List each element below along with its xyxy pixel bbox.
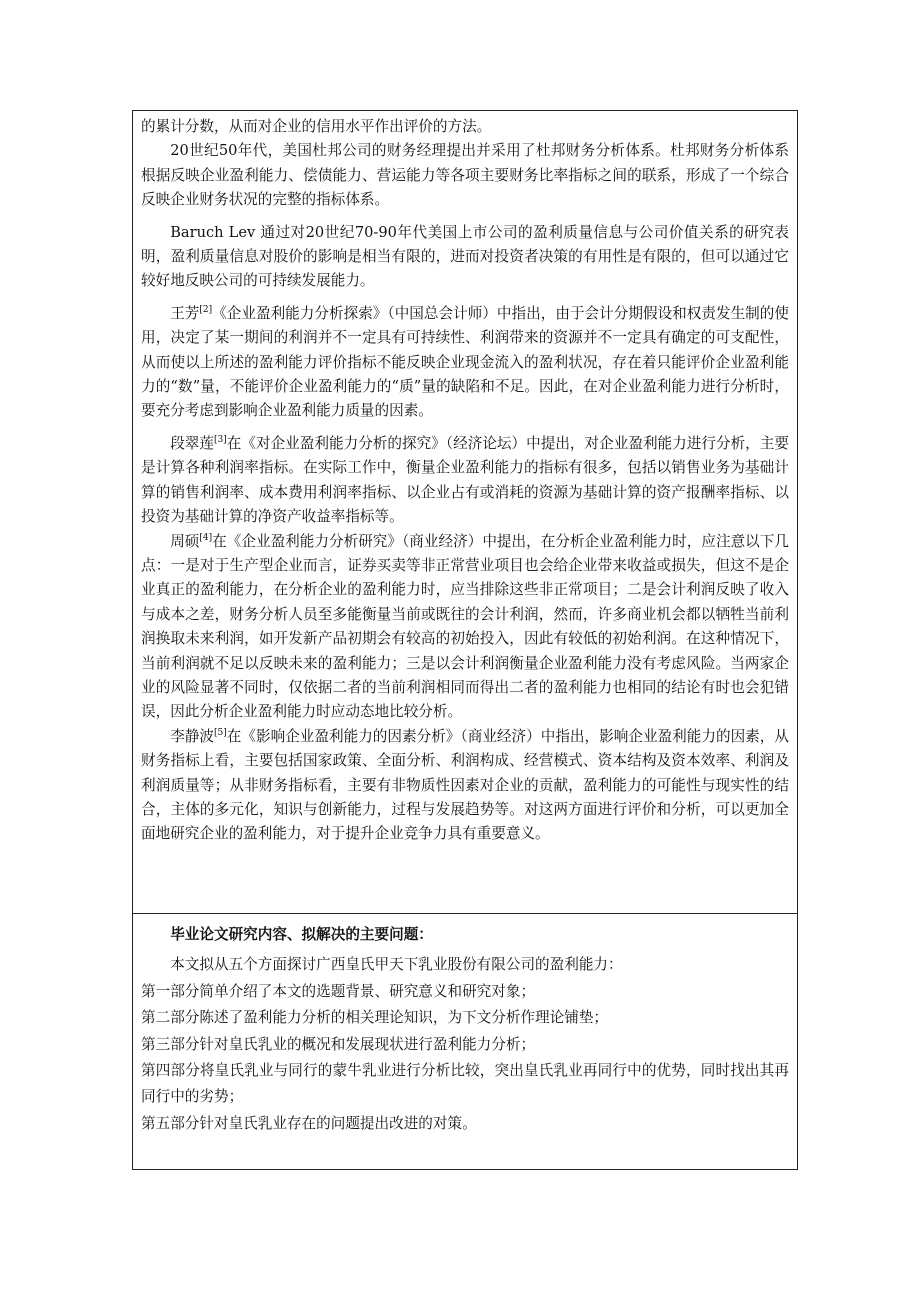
list-item: 第四部分将皇氏乳业与同行的蒙牛乳业进行分析比较，突出皇氏乳业再同行中的优势，同时找出其再同行中的劣势；: [141, 1062, 789, 1106]
paragraph-text: 在《影响企业盈利能力的因素分析》（商业经济）中指出，影响企业盈利能力的因素，从财务指标上看，主要包括国家政策、全面分析、利润构成、经营模式、资本结构及资本效率、利润及利润质量等；从非财务指标看，主要有非物质性因素对企业的贡献，盈利能力的可能性与现实性的结合，主体的多元化，知识与创新能力，过程与发展趋势等。对这两方面进行评价和分析，可以更加全面地研究企业的盈利能力，对于提升企业竞争力具有重要意义。: [141, 727, 789, 843]
citation-ref: [2]: [199, 304, 213, 315]
citation-ref: [4]: [199, 532, 213, 543]
list-item: 第三部分针对皇氏乳业的概况和发展现状进行盈利能力分析；: [141, 1035, 536, 1053]
paragraph-zhou-shuo: [141, 530, 789, 725]
research-content-cell: [133, 914, 797, 1169]
intro-paragraph: 本文拟从五个方面探讨广西皇氏甲天下乳业股份有限公司的盈利能力：: [170, 956, 623, 974]
paragraph-dupont: 20世纪50年代，美国杜邦公司的财务经理提出并采用了杜邦财务分析体系。杜邦财务分析体系根据反映企业盈利能力、偿债能力、营运能力等各项主要财务比率指标之间的联系，形成了一个综合反映企业财务状况的完整的指标体系。: [141, 142, 789, 209]
paragraph-wang-fang: [141, 302, 789, 424]
author-name: 王芳: [170, 304, 200, 322]
list-item: 第二部分陈述了盈利能力分析的相关理论知识，为下文分析作理论铺垫；: [141, 1009, 609, 1027]
paragraph-text: 在《对企业盈利能力分析的探究》（经济论坛）中提出，对企业盈利能力进行分析，主要是计算各种利润率指标。在实际工作中，衡量企业盈利能力的指标有很多，包括以销售业务为基础计算的销售利润率、成本费用利润率指标、以企业占有或消耗的资源为基础计算的资产报酬率指标、以投资为基础计算的净资产收益率指标等。: [141, 434, 789, 526]
list-item: 第一部分简单介绍了本文的选题背景、研究意义和研究对象；: [141, 982, 536, 1000]
author-name: 周硕: [170, 532, 200, 550]
paragraph-li-jingbo: [141, 725, 789, 847]
author-name: 李静波: [170, 727, 214, 745]
paragraph-text: 《企业盈利能力分析探索》（中国总会计师）中指出，由于会计分期假设和权责发生制的使用，决定了某一期间的利润并不一定具有可持续性、利润带来的资源并不一定具有确定的可支配性，从而使以上所述的盈利能力评价指标不能反映企业现金流入的盈利状况，存在着只能评价企业盈利能力的“数”量，不能评价企业盈利能力的“质”量的缺陷和不足。因此，在对企业盈利能力进行分析时，要充分考虑到影响企业盈利能力质量的因素。: [141, 304, 789, 420]
paragraph-continuation: 的累计分数，从而对企业的信用水平作出评价的方法。: [141, 118, 492, 135]
section-heading: 毕业论文研究内容、拟解决的主要问题：: [170, 926, 433, 943]
author-name: 段翠莲: [170, 434, 214, 452]
citation-ref: [5]: [214, 727, 227, 738]
literature-review-cell: [133, 111, 797, 914]
paragraph-duan-cuilian: [141, 432, 789, 530]
paragraph-text: 在《企业盈利能力分析研究》（商业经济）中提出，在分析企业盈利能力时，应注意以下几点：一是对于生产型企业而言，证券买卖等非正常营业项目也会给企业带来收益或损失，但这不是企业真正的盈利能力，在分析企业的盈利能力时，应当排除这些非正常项目；二是会计利润反映了收入与成本之差，财务分析人员至多能衡量当前或既往的会计利润，然而，许多商业机会都以牺牲当前利润换取未来利润，如开发新产品初期会有较高的初始投入，因此有较低的初始利润。在这种情况下，当前利润就不足以反映未来的盈利能力；三是以会计利润衡量企业盈利能力没有考虑风险。当两家企业的风险显著不同时，仅依据二者的当前利润相同而得出二者的盈利能力也相同的结论有时也会犯错误，因此分析企业盈利能力时应动态地比较分析。: [141, 532, 789, 721]
paragraph-baruch-lev: Baruch Lev 通过对20世纪70-90年代美国上市公司的盈利质量信息与公司价值关系的研究表明，盈利质量信息对股价的影响是相当有限的，进而对投资者决策的有用性是有限的，但可以通过它较好地反映公司的可持续发展能力。: [141, 223, 789, 290]
list-item: 第五部分针对皇氏乳业存在的问题提出改进的对策。: [141, 1114, 477, 1132]
proposal-table: [132, 110, 798, 1170]
citation-ref: [3]: [214, 435, 227, 446]
